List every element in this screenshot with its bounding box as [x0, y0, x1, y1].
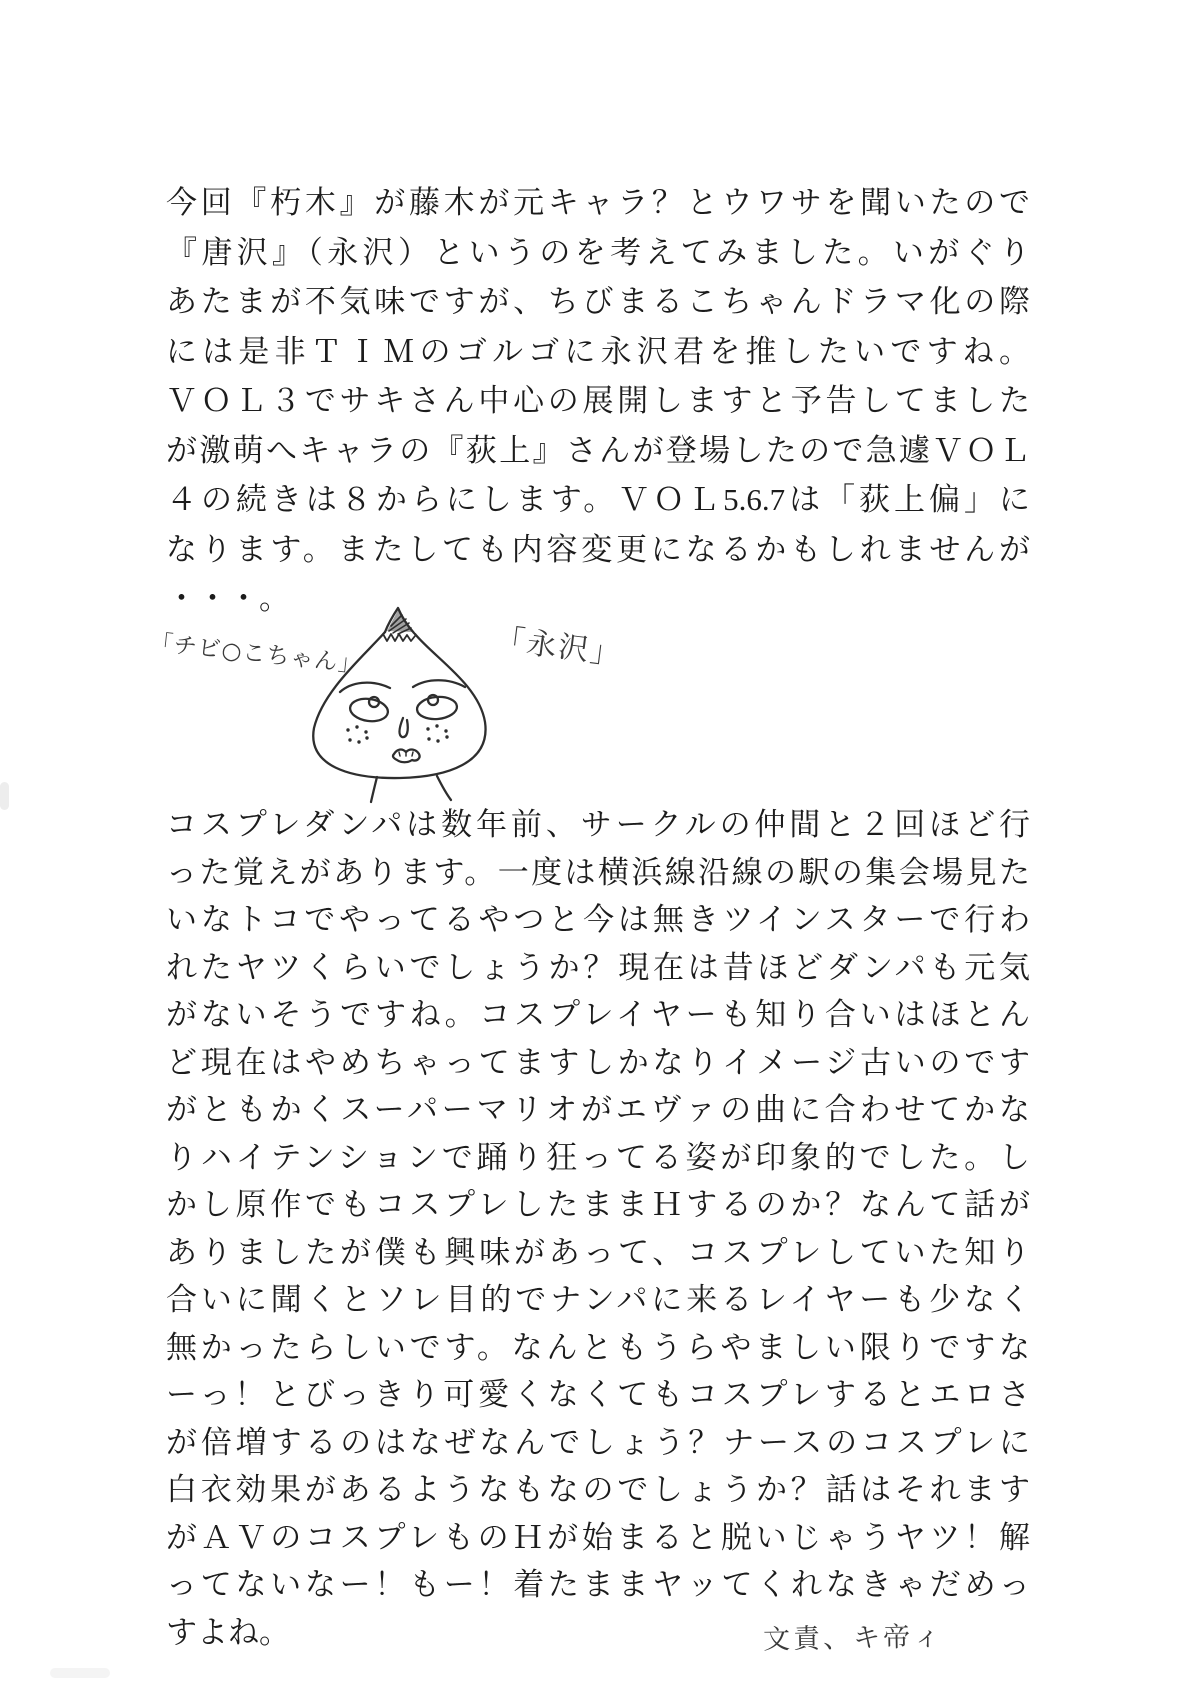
text-line: かし原作でもコスプレしたままＨするのか？なんて話が [166, 1187, 1030, 1222]
doodle-left-eyebrow [340, 683, 390, 692]
text-line: ってないなー！もー！着たままヤッてくれなきゃだめっ [166, 1567, 1030, 1602]
handwritten-author-credit: 文責、キ帝ィ [762, 1621, 944, 1656]
text-line: ありましたが僕も興味があって、コスプレしていた知り [166, 1234, 1030, 1270]
text-line: ４の続きは８からにします。ＶＯＬ5.6.7は「荻上偏」に [166, 482, 1030, 517]
text-line: がＡＶのコスプレものＨが始まると脱いじゃうヤツ！解 [166, 1519, 1030, 1555]
text-line: が倍増するのはなぜなんでしょう？ナースのコスプレに [166, 1424, 1030, 1460]
doodle-sprout-zigzag [383, 634, 415, 641]
text-line: ど現在はやめちゃってますしかなりイメージ古いのです [166, 1044, 1030, 1080]
nagasawa-onion-head-doodle [295, 570, 505, 815]
text-line: すよね。 [166, 1614, 290, 1650]
text-line: りハイテンションで踊り狂ってる姿が印象的でした。し [166, 1139, 1030, 1175]
doodle-mouth-lines [399, 752, 413, 756]
doodle-nose [399, 718, 407, 737]
afterword-paragraph-1 [166, 178, 1030, 624]
text-line: ＶＯＬ３でサキさん中心の展開しますと予告してました [166, 383, 1030, 418]
text-line: コスプレダンパは数年前、サークルの仲間と２回ほど行 [166, 807, 1030, 842]
text-line: には是非ＴＩＭのゴルゴに永沢君を推したいですね。 [166, 333, 1030, 369]
doodle-caption-nagasawa: 「永沢」 [492, 621, 625, 673]
text-line: 無かったらしいです。なんともうらやましい限りですな [166, 1329, 1030, 1365]
text-line: 合いに聞くとソレ目的でナンパに来るレイヤーも少なく [166, 1282, 1030, 1317]
text-line: ・・・。 [166, 581, 290, 616]
text-line: 今回『朽木』が藤木が元キャラ？とウワサを聞いたので [166, 185, 1030, 220]
text-line: が激萌へキャラの『荻上』さんが登場したので急遽ＶＯＬ [166, 432, 1030, 468]
text-line: 白衣効果があるようなもなのでしょうか？話はそれます [166, 1472, 1030, 1507]
text-line: った覚えがあります。一度は横浜線沿線の駅の集会場見た [166, 854, 1030, 890]
scan-smudge [50, 1668, 110, 1678]
text-line: あたまが不気味ですが、ちびまるこちゃんドラマ化の際 [166, 284, 1030, 319]
text-line: なります。またしても内容変更になるかもしれませんが [166, 531, 1030, 567]
doodle-neck-right [437, 776, 451, 800]
afterword-paragraph-2 [166, 801, 1030, 1656]
text-line: がないそうですね。コスプレイヤーも知り合いはほとん [166, 997, 1030, 1032]
text-line: いなトコでやってるやつと今は無きツインスターで行わ [166, 902, 1030, 937]
text-line: ーっ！とびっきり可愛くなくてもコスプレするとエロさ [166, 1377, 1030, 1412]
text-line: れたヤツくらいでしょうか？現在は昔ほどダンパも元気 [166, 949, 1030, 985]
text-line: がともかくスーパーマリオがエヴァの曲に合わせてかな [166, 1092, 1030, 1127]
scan-smudge [0, 782, 9, 810]
doodle-caption-chibimarukochan: 「チビ○こちゃん」 [148, 629, 364, 679]
text-line: 『唐沢』（永沢）というのを考えてみました。いがぐり [166, 234, 1030, 270]
doodle-neck-left [371, 777, 377, 802]
doodle-ink-group [313, 608, 485, 802]
doodle-freckles [346, 724, 448, 743]
doodle-right-eyebrow [413, 680, 465, 687]
